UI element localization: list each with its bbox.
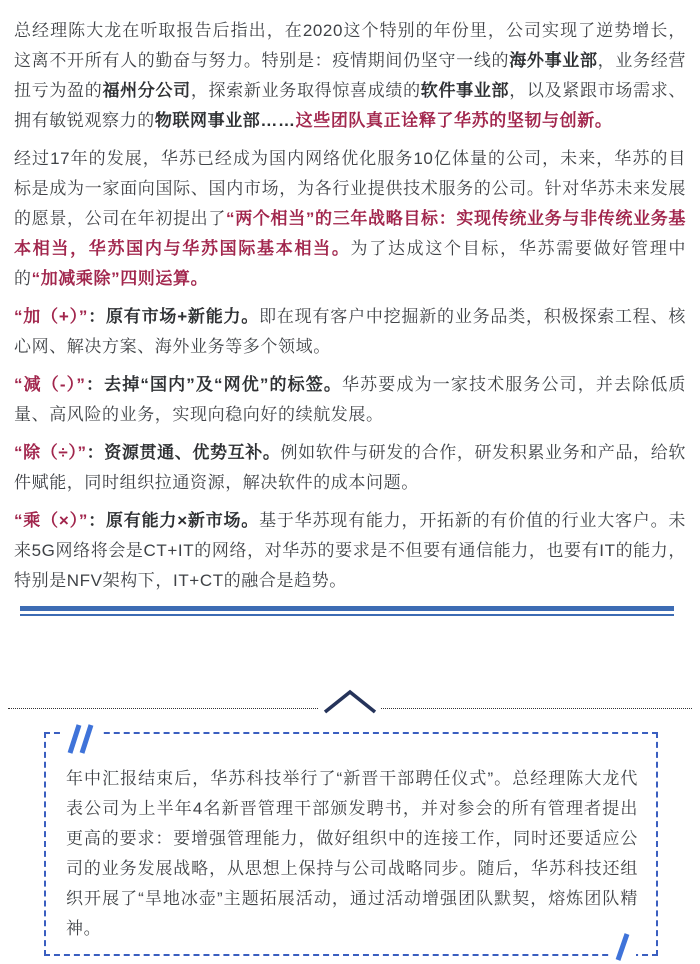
text-run: 经过17年的发展，华苏已经成为国内网络优化服务10亿体量的公司，未来，华苏的目标是成为一家面向国际、国内市场，为各行业提供技术服务的公司。针对华苏未来发展的愿景，公司在年初提出了 [14, 149, 686, 228]
text-run: 年中汇报结束后，华苏科技举行了“新晋干部聘任仪式”。总经理陈大龙代表公司为上半年4名新晋管理干部颁发聘书，并对参会的所有管理者提出更高的要求：要增强管理能力，做好组织中的连接工作，同时还要适应公司的业务发展战略，从思想上保持与公司战略同步。随后，华苏科技还组织开展了“旱地冰壶”主题拓展活动，通过活动增强团队默契，熔炼团队精神。 [66, 769, 638, 938]
text-run: 总经理陈大龙在听取报告后指出，在2020这个特别的年份里，公司实现了逆势增长，这离不开所有人的勤奋与努力。特别是：疫情期间仍坚守一线的 [14, 21, 686, 70]
slash-icon [610, 933, 636, 961]
text-run: “乘（×）” [14, 511, 89, 530]
text-run: “减（-）” [14, 375, 86, 394]
paragraph-2 [14, 144, 686, 294]
text-run: ，以及紧跟市场需求、拥有敏锐观察力的 [14, 81, 687, 130]
text-run: 福州分公司 [102, 81, 191, 100]
quote-box [44, 732, 658, 956]
text-run: ，业务经营扭亏为盈的 [14, 51, 687, 100]
quote-text [66, 764, 638, 944]
text-run: 物联网事业部 [154, 111, 261, 130]
text-run: 软件事业部 [420, 81, 510, 100]
text-run: 基于华苏现有能力，开拓新的有价值的行业大客户。未来5G网络将会是CT+IT的网络，对华苏的要求是不但要有通信能力，也要有IT的能力，特别是NFV架构下，IT+CT的融合是趋势。 [14, 511, 686, 590]
text-run: ：原有能力×新市场。 [88, 511, 260, 530]
text-run: ：去掉“国内”及“网优”的标签。 [85, 375, 343, 394]
paragraph-subtract [14, 370, 686, 430]
text-run: 即在现有客户中挖掘新的业务品类，积极探索工程、核心网、解决方案、海外业务等多个领域。 [14, 307, 686, 356]
text-run: 华苏要成为一家技术服务公司，并去除低质量、高风险的业务，实现向稳向好的续航发展。 [14, 375, 686, 424]
text-run: “加（+）” [14, 307, 89, 326]
chevron-up-icon[interactable] [319, 686, 381, 718]
paragraph-multiply [14, 506, 686, 596]
collapse-indicator[interactable] [0, 616, 700, 732]
text-run: “除（÷）” [14, 443, 87, 462]
text-run: …… [260, 111, 296, 130]
text-run: ，探索新业务取得惊喜成绩的 [190, 81, 421, 100]
text-run: ：资源贯通、优势互补。 [86, 443, 281, 462]
text-run: ：原有市场+新能力。 [88, 307, 260, 326]
text-run: 这些团队真正诠释了华苏的坚韧与创新。 [295, 111, 613, 130]
paragraph-divide [14, 438, 686, 498]
paragraph-1 [14, 16, 686, 136]
text-run: 例如软件与研发的合作，研发积累业务和产品，给软件赋能，同时组织拉通资源，解决软件的成本问题。 [14, 443, 686, 492]
section-divider [20, 606, 674, 616]
text-run: 为了达成这个目标，华苏需要做好管理中的 [14, 239, 686, 288]
text-run: 海外事业部 [509, 51, 598, 70]
text-run: “加减乘除”四则运算。 [31, 269, 209, 288]
text-run: “两个相当”的三年战略目标：实现传统业务与非传统业务基本相当，华苏国内与华苏国际基本相当。 [14, 209, 687, 258]
double-slash-icon [60, 724, 102, 754]
paragraph-add [14, 302, 686, 362]
